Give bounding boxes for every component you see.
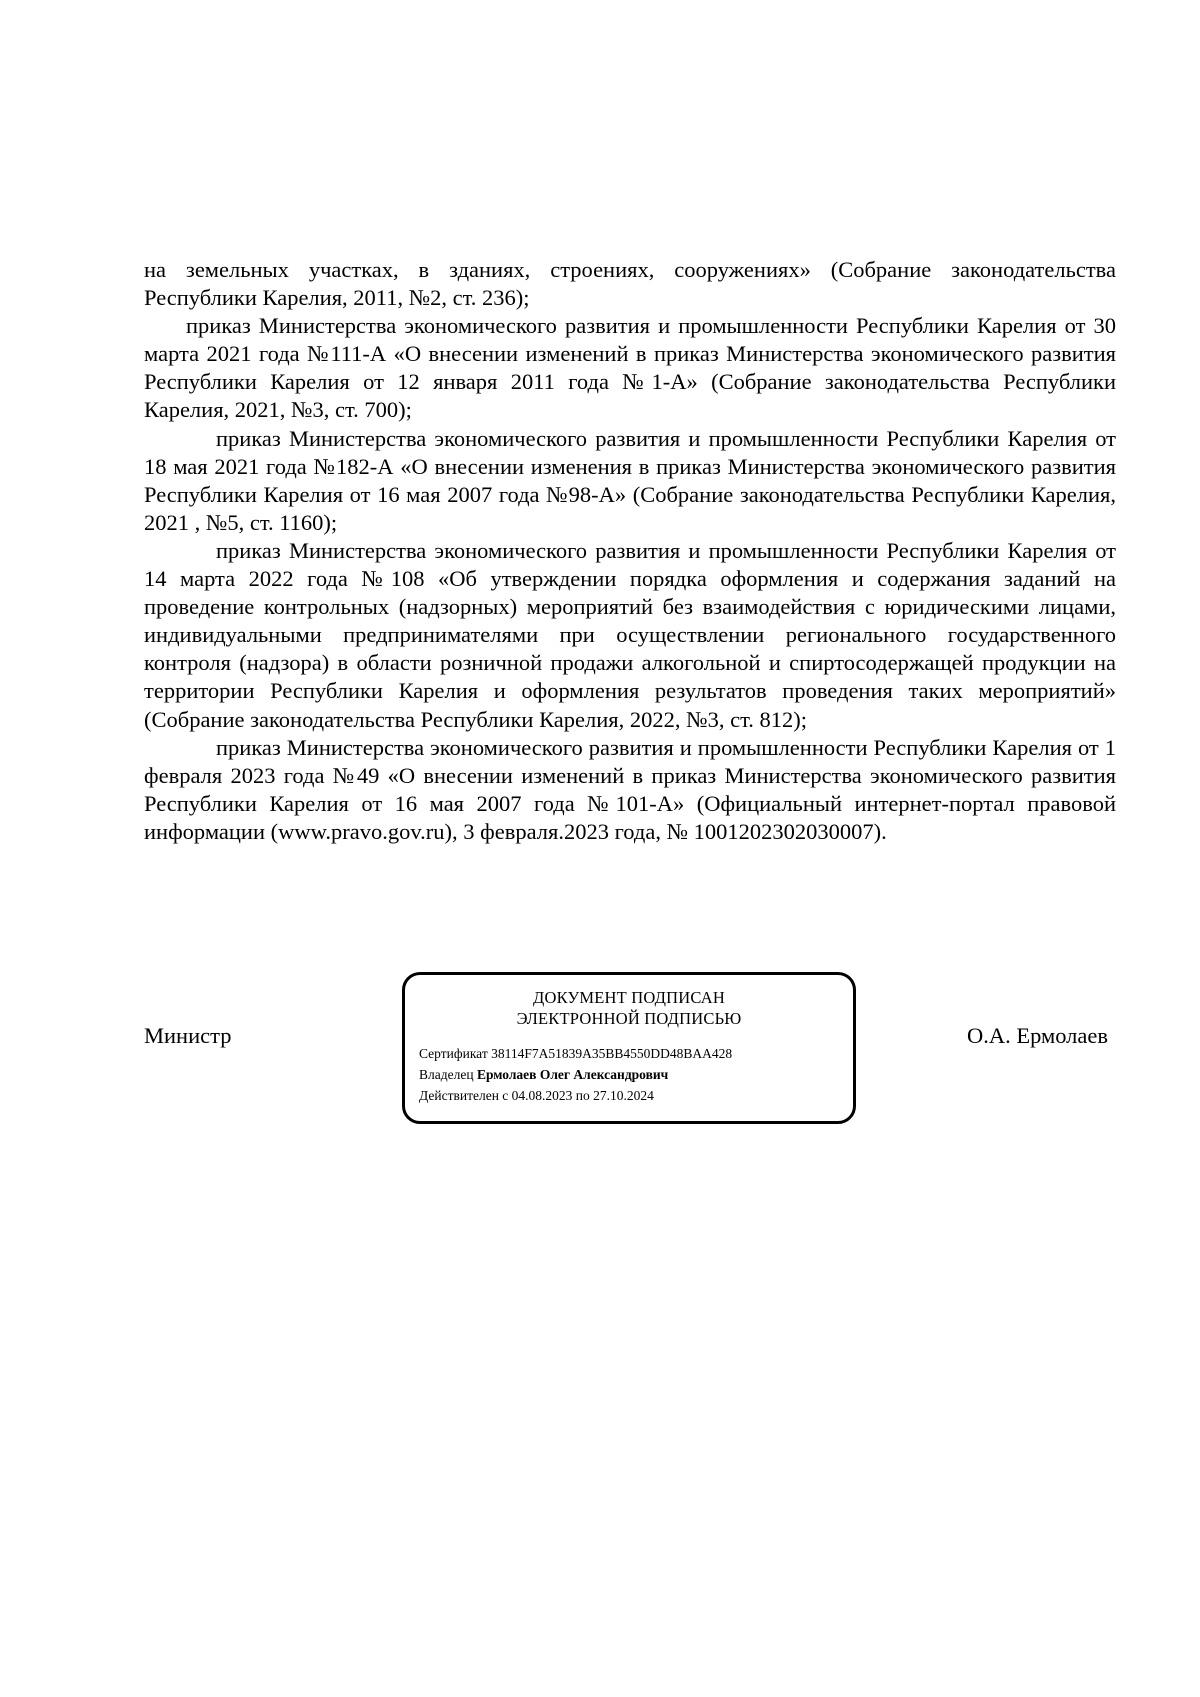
stamp-validity-line: [419, 1085, 839, 1106]
owner-value: Ермолаев Олег Александрович: [476, 1067, 669, 1082]
valid-to-label: по: [575, 1088, 590, 1103]
electronic-signature-stamp: [402, 972, 856, 1124]
owner-label: Владелец: [419, 1067, 474, 1082]
stamp-title: [419, 987, 839, 1029]
certificate-value: 38114F7A51839A35BB4550DD48BAA428: [491, 1046, 733, 1061]
stamp-certificate-line: [419, 1043, 839, 1064]
paragraph-order-182a: приказ Министерства экономического развития и промышленности Республики Карелия от 18 мая 2021 года №182-А «О внесении изменения в приказ Министерства экономического развития Республики Карелия от 16 мая 2007 года №98-А» (Собрание законодательства Республики Карелия, 2021 , №5, ст. 1160);: [144, 425, 1116, 535]
stamp-title-line-1: ДОКУМЕНТ ПОДПИСАН: [533, 988, 725, 1007]
paragraph-order-108: приказ Министерства экономического развития и промышленности Республики Карелия от 14 марта 2022 года №108 «Об утверждении порядка оформления и содержания заданий на проведение контрольных (надзорных) мероприятий без взаимодействия с юридическими лицами, индивидуальными предпринимателями при осуществлении регионального государственного контроля (надзора) в области розничной продажи алкогольной и спиртосодержащей продукции на территории Республики Карелия и оформления результатов проведения таких мероприятий» (Собрание законодательства Республики Карелия, 2022, №3, ст. 812);: [144, 537, 1116, 732]
valid-label: Действителен с: [419, 1088, 509, 1103]
stamp-title-line-2: ЭЛЕКТРОННОЙ ПОДПИСЬЮ: [516, 1009, 742, 1028]
signatory-position: Министр: [144, 1023, 232, 1048]
stamp-details: [419, 1043, 839, 1106]
paragraph-order-49: приказ Министерства экономического развития и промышленности Республики Карелия от 1 февраля 2023 года №49 «О внесении изменений в приказ Министерства экономического развития Республики Карелия от 16 мая 2007 года №101-А» (Официальный интернет-портал правовой информации (www.pravo.gov.ru), 3 февраля.2023 года, № 1001202302030007).: [144, 734, 1116, 844]
valid-to: 27.10.2024: [593, 1088, 654, 1103]
valid-from: 04.08.2023: [511, 1088, 573, 1103]
paragraph-order-111a: приказ Министерства экономического развития и промышленности Республики Карелия от 30 марта 2021 года №111-А «О внесении изменений в приказ Министерства экономического развития Республики Карелия от 12 января 2011 года №1-А» (Собрание законодательства Республики Карелия, 2021, №3, ст. 700);: [144, 313, 1116, 423]
certificate-label: Сертификат: [419, 1046, 488, 1061]
document-body: [144, 256, 1116, 846]
signatory-name: О.А. Ермолаев: [966, 1023, 1108, 1048]
paragraph-continuation: на земельных участках, в зданиях, строениях, сооружениях» (Собрание законодательства Республики Карелия, 2011, №2, ст. 236);: [144, 257, 1116, 311]
stamp-owner-line: [419, 1064, 839, 1085]
